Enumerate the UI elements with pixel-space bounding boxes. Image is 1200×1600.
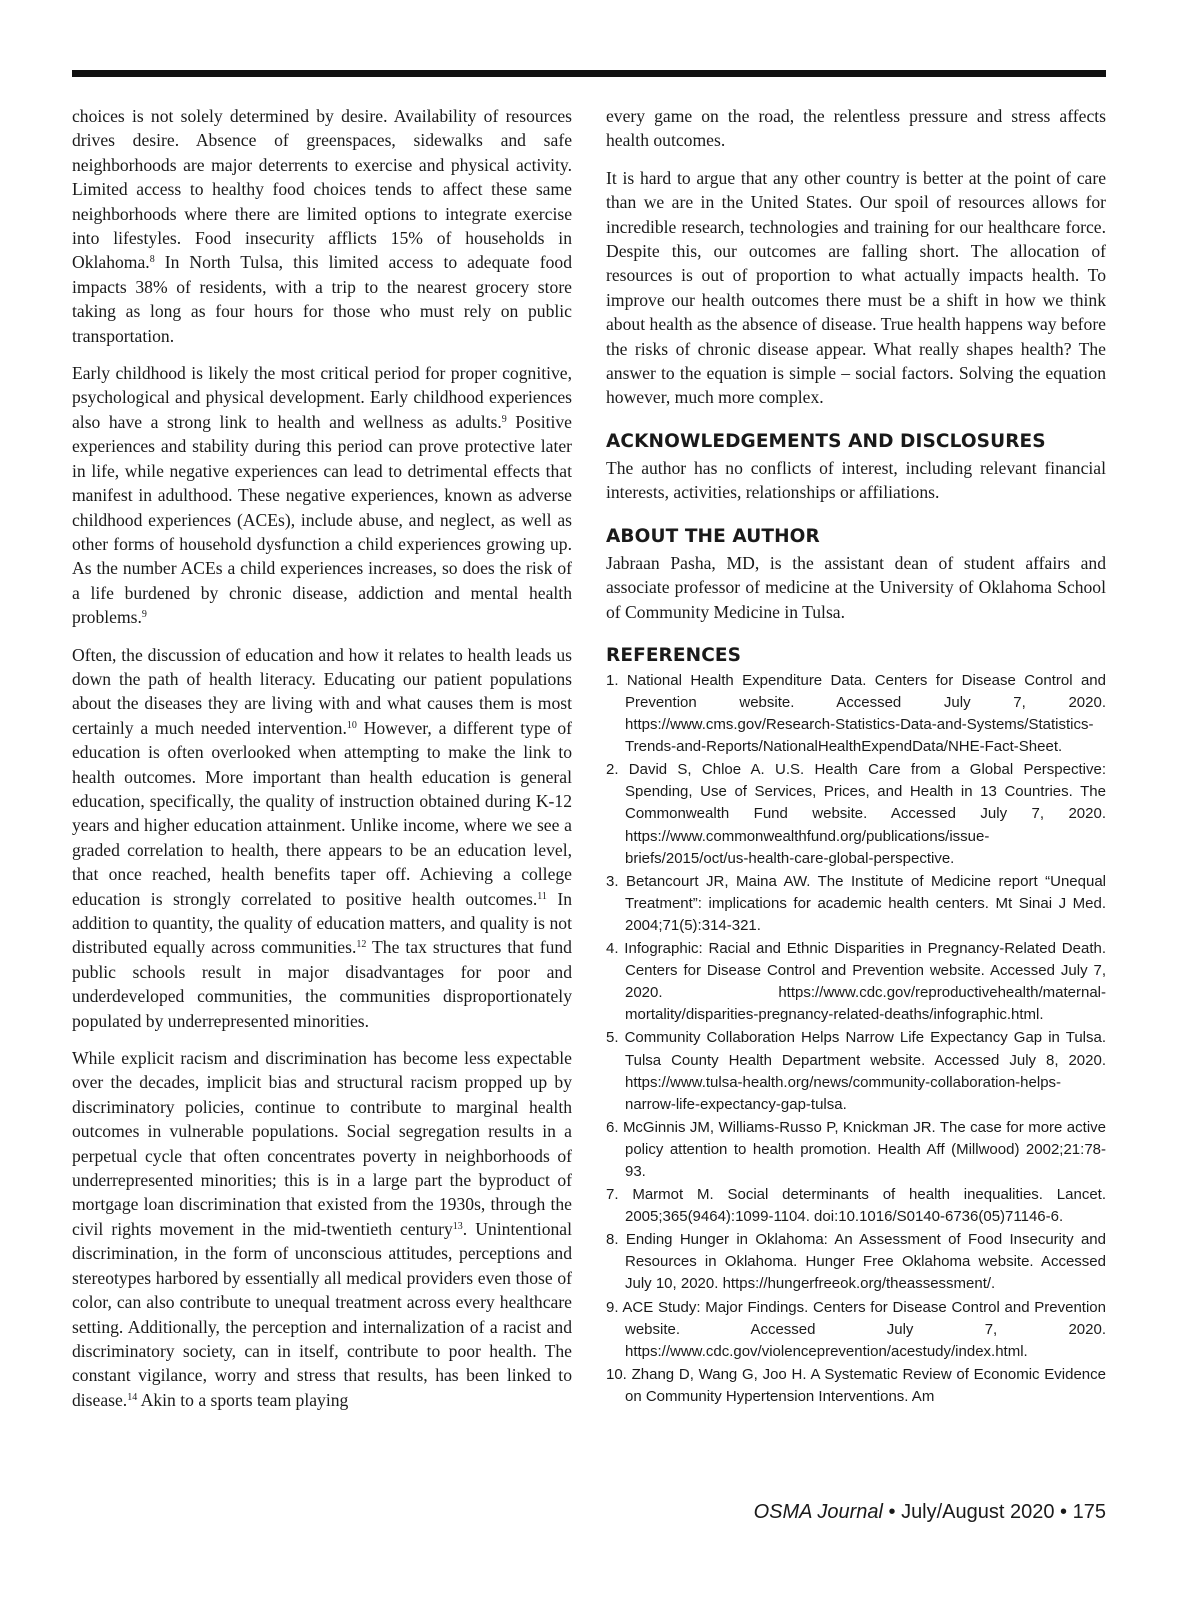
right-column [606,104,1106,1409]
about-author-text: Jabraan Pasha, MD, is the assistant dean of student affairs and associate professor of medicine at the University of Oklahoma School of Community Medicine in Tulsa. [606,552,1106,622]
reference-list [606,670,1106,1408]
reference-item: 9. ACE Study: Major Findings. Centers for Disease Control and Prevention website. Accessed July 7, 2020. https://www.cdc.gov/violenceprevention/acestudy/index.html. [606,1298,1106,1360]
reference-item: 5. Community Collaboration Helps Narrow Life Expectancy Gap in Tulsa. Tulsa County Health Department website. Accessed July 8, 2020. https://www.tulsa-health.org/news/community-collaboration-helps-narrow-life-expectancy-gap-tulsa. [606,1029,1106,1113]
citation-10: 10 [346,719,357,731]
footer-separator: • [882,1501,902,1523]
issue-date: July/August 2020 [901,1501,1055,1523]
paragraph-food-access: choices is not solely determined by desire. Availability of resources drives desire. Absence of greenspaces, sidewalks and safe neighborhoods are major deterrents to exercise and physical activity. Limited access to healthy food choices tends to affect these same neighborhoods where there are limited options to integrate exercise into lifestyles. Food insecurity afflicts 15% of households in Oklahoma.$^8$ In North Tulsa, this limited access to adequate food impacts 38% of residents, with a trip to the nearest grocery store taking as long as four hours for those who must rely on public transportation. [72,106,572,346]
references-heading: REFERENCES [606,644,742,666]
acknowledgements-heading: ACKNOWLEDGEMENTS AND DISCLOSURES [606,430,1046,452]
top-rule [72,70,1106,77]
reference-item: 2. David S, Chloe A. U.S. Health Care from a Global Perspective: Spending, Use of Services, Prices, and Health in 13 Countries. The Commonwealth Fund website. Accessed July 7, 2020. https://www.commonwealthfund.org/publications/issue-briefs/2015/oct/us-health-care-global-perspective. [606,761,1106,867]
paragraph-racism: While explicit racism and discrimination has become less expectable over the decades, implicit bias and structural racism propped up by discriminatory policies, continue to contribute to marginal health outcomes in vulnerable populations. Social segregation results in a perpetual cycle that often concentrates poverty in neighborhoods of underrepresented minorities; this is in a large part the byproduct of mortgage loan discrimination that existed from the 1930s, through the civil rights movement in the mid-twentieth century$^{13}$. Unintentional discrimination, in the form of unconscious attitudes, perceptions and stereotypes harbored by essentially all medical providers even those of color, can also contribute to unequal treatment across every healthcare setting. Additionally, the perception and internalization of a racist and discriminatory society, can in itself, contribute to poor health. The constant vigilance, worry and stress that results, has been linked to disease.$^{14}$ Akin to a sports team playing [72,1048,572,1410]
footer-separator: • [1054,1501,1073,1523]
citation-12: 12 [356,939,367,951]
paragraph-early-childhood: Early childhood is likely the most critical period for proper cognitive, psychological and physical development. Early childhood experiences also have a strong link to health and wellness as adults.$^9$ Positive experiences and stability during this period can prove protective later in life, while negative experiences can lead to detrimental effects that manifest in adulthood. These negative experiences, known as adverse childhood experiences (ACEs), include abuse, and neglect, as well as other forms of household dysfunction a child experiences growing up. As the number ACEs a child experiences increases, so does the risk of a life burdened by chronic disease, addiction and mental health problems.$^9$ [72,363,572,628]
reference-item: 6. McGinnis JM, Williams-Russo P, Knickman JR. The case for more active policy attention to health promotion. Health Aff (Millwood) 2002;21:78-93. [606,1118,1106,1180]
citation-8: 8 [149,254,155,266]
page-number: 175 [1072,1501,1106,1523]
citation-14: 14 [127,1391,138,1403]
about-author-heading: ABOUT THE AUTHOR [606,525,820,547]
citation-9: 9 [501,413,507,425]
reference-item: 7. Marmot M. Social determinants of health inequalities. Lancet. 2005;365(9464):1099-1104. doi:10.1016/S0140-6736(05)71146-6. [606,1186,1106,1226]
left-column [72,104,572,1425]
reference-item: 10. Zhang D, Wang G, Joo H. A Systematic Review of Economic Evidence on Community Hypertension Interventions. Am [606,1365,1106,1405]
page-footer [754,1500,1106,1524]
reference-item: 4. Infographic: Racial and Ethnic Disparities in Pregnancy-Related Death. Centers for Disease Control and Prevention website. Accessed July 7, 2020. https://www.cdc.gov/reproductivehealth/maternal-mortality/disparities-pregnancy-related-deaths/infographic.html. [606,940,1106,1024]
citation-13: 13 [452,1220,463,1232]
acknowledgements-text: The author has no conflicts of interest, including relevant financial interests, activities, relationships or affiliations. [606,457,1106,503]
citation-11: 11 [537,890,547,902]
reference-item: 8. Ending Hunger in Oklahoma: An Assessment of Food Insecurity and Resources in Oklahoma. Hunger Free Oklahoma website. Accessed July 10, 2020. https://hungerfreeok.org/theassessment/. [606,1231,1106,1293]
reference-item: 3. Betancourt JR, Maina AW. The Institute of Medicine report “Unequal Treatment”: implications for academic health centers. Mt Sinai J Med. 2004;71(5):314-321. [606,872,1106,934]
paragraph-sports-team: every game on the road, the relentless pressure and stress affects health outcomes. [606,106,1106,151]
paragraph-education: Often, the discussion of education and how it relates to health leads us down the path of health literacy. Educating our patient populations about the diseases they are living with and what causes them is most certainly a much needed intervention.$^{10}$ However, a different type of education is often overlooked when attempting to make the link to health outcomes. More important than health education is general education, specifically, the quality of instruction obtained during K-12 years and higher education attainment. Unlike income, where we see a graded correlation to health, there appears to be an education level, that once reached, health benefits taper off. Achieving a college education is strongly correlated to positive health outcomes.$^{11}$ In addition to quantity, the quality of education matters, and quality is not distributed equally across communities.$^{12}$ The tax structures that fund public schools result in major disadvantages for poor and underdeveloped communities, the communities disproportionately populated by underrepresented minorities. [72,644,573,1031]
paragraph-point-of-care: It is hard to argue that any other country is better at the point of care than we are in the United States. Our spoil of resources allows for incredible research, technologies and training for our healthcare force. Despite this, our outcomes are falling short. The allocation of resources is out of proportion to what actually impacts health. To improve our health outcomes there must be a shift in how we think about health as the absence of disease. True health happens way before the risks of chronic disease appear. What really shapes health? The answer to the equation is simple – social factors. Solving the equation however, much more complex. [606,167,1106,408]
citation-9b: 9 [141,609,147,621]
journal-name: OSMA Journal [753,1501,883,1523]
reference-item: 1. National Health Expenditure Data. Centers for Disease Control and Prevention website. Accessed July 7, 2020. https://www.cms.gov/Research-Statistics-Data-and-Systems/Statistics-Trends-and-Reports/NationalHealthExpendData/NHE-Fact-Sheet. [606,671,1106,756]
